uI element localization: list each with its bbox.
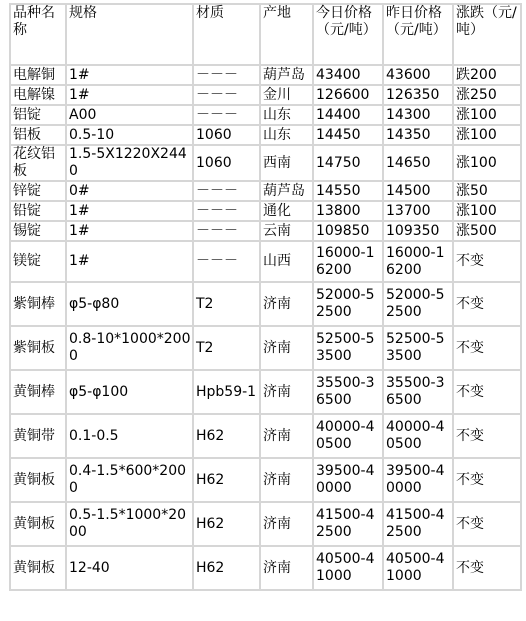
- cell-yesterday-price: 41500-42500: [383, 502, 453, 546]
- cell-yesterday-price: 14500: [383, 181, 453, 201]
- cell-product: 黄铜板: [10, 458, 66, 502]
- cell-yesterday-price: 109350: [383, 221, 453, 241]
- cell-today-price: 52000-52500: [313, 282, 383, 326]
- cell-product: 铅锭: [10, 201, 66, 221]
- cell-yesterday-price: 39500-40000: [383, 458, 453, 502]
- cell-product: 黄铜板: [10, 502, 66, 546]
- table-row: [10, 85, 521, 105]
- cell-yesterday-price: 126350: [383, 85, 453, 105]
- cell-spec: 0.5-1.5*1000*2000: [66, 502, 193, 546]
- metal-price-table: [9, 3, 522, 591]
- cell-product: 铝板: [10, 125, 66, 145]
- cell-yesterday-price: 40500-41000: [383, 546, 453, 590]
- price-table-wrapper: [9, 3, 522, 591]
- cell-today-price: 14550: [313, 181, 383, 201]
- cell-today-price: 35500-36500: [313, 370, 383, 414]
- cell-material: H62: [193, 546, 260, 590]
- cell-yesterday-price: 14350: [383, 125, 453, 145]
- cell-product: 电解镍: [10, 85, 66, 105]
- cell-change: 不变: [453, 414, 521, 458]
- cell-origin: 济南: [260, 502, 313, 546]
- cell-material: T2: [193, 282, 260, 326]
- cell-today-price: 52500-53500: [313, 326, 383, 370]
- cell-origin: 山东: [260, 125, 313, 145]
- cell-spec: φ5-φ80: [66, 282, 193, 326]
- table-row: [10, 326, 521, 370]
- header-change: 涨跌（元/吨）: [453, 4, 521, 65]
- cell-yesterday-price: 14300: [383, 105, 453, 125]
- cell-origin: 金川: [260, 85, 313, 105]
- cell-material: －－－: [193, 105, 260, 125]
- cell-material: H62: [193, 458, 260, 502]
- cell-today-price: 14450: [313, 125, 383, 145]
- cell-change: 不变: [453, 458, 521, 502]
- cell-product: 镁锭: [10, 241, 66, 282]
- table-row: [10, 414, 521, 458]
- cell-spec: 1.5-5X1220X2440: [66, 145, 193, 181]
- cell-spec: 0.4-1.5*600*2000: [66, 458, 193, 502]
- cell-spec: φ5-φ100: [66, 370, 193, 414]
- cell-origin: 葫芦岛: [260, 181, 313, 201]
- cell-today-price: 16000-16200: [313, 241, 383, 282]
- cell-product: 电解铜: [10, 65, 66, 85]
- cell-origin: 济南: [260, 414, 313, 458]
- cell-material: Hpb59-1: [193, 370, 260, 414]
- cell-today-price: 43400: [313, 65, 383, 85]
- table-header-row: [10, 4, 521, 65]
- cell-today-price: 13800: [313, 201, 383, 221]
- cell-product: 锡锭: [10, 221, 66, 241]
- cell-product: 紫铜棒: [10, 282, 66, 326]
- cell-material: －－－: [193, 85, 260, 105]
- cell-yesterday-price: 52500-53500: [383, 326, 453, 370]
- header-origin: 产地: [260, 4, 313, 65]
- cell-spec: 1#: [66, 65, 193, 85]
- cell-today-price: 41500-42500: [313, 502, 383, 546]
- cell-yesterday-price: 40000-40500: [383, 414, 453, 458]
- cell-product: 紫铜板: [10, 326, 66, 370]
- header-spec: 规格: [66, 4, 193, 65]
- cell-material: －－－: [193, 181, 260, 201]
- cell-today-price: 109850: [313, 221, 383, 241]
- cell-change: 跌200: [453, 65, 521, 85]
- table-row: [10, 241, 521, 282]
- cell-material: H62: [193, 502, 260, 546]
- cell-material: T2: [193, 326, 260, 370]
- table-row: [10, 282, 521, 326]
- cell-change: 涨100: [453, 105, 521, 125]
- cell-product: 锌锭: [10, 181, 66, 201]
- cell-origin: 山东: [260, 105, 313, 125]
- cell-origin: 山西: [260, 241, 313, 282]
- table-row: [10, 125, 521, 145]
- cell-product: 铝锭: [10, 105, 66, 125]
- cell-change: 涨100: [453, 201, 521, 221]
- table-row: [10, 105, 521, 125]
- cell-today-price: 40500-41000: [313, 546, 383, 590]
- cell-spec: 0.8-10*1000*2000: [66, 326, 193, 370]
- cell-origin: 西南: [260, 145, 313, 181]
- cell-yesterday-price: 35500-36500: [383, 370, 453, 414]
- cell-material: H62: [193, 414, 260, 458]
- cell-spec: 0.1-0.5: [66, 414, 193, 458]
- table-row: [10, 201, 521, 221]
- cell-spec: A00: [66, 105, 193, 125]
- cell-today-price: 14400: [313, 105, 383, 125]
- cell-material: 1060: [193, 125, 260, 145]
- cell-origin: 济南: [260, 546, 313, 590]
- cell-change: 涨100: [453, 125, 521, 145]
- header-material: 材质: [193, 4, 260, 65]
- table-row: [10, 181, 521, 201]
- cell-origin: 云南: [260, 221, 313, 241]
- cell-change: 涨50: [453, 181, 521, 201]
- cell-yesterday-price: 43600: [383, 65, 453, 85]
- header-yesterday-price: 昨日价格（元/吨）: [383, 4, 453, 65]
- cell-yesterday-price: 13700: [383, 201, 453, 221]
- header-product-name: 品种名称: [10, 4, 66, 65]
- cell-spec: 1#: [66, 241, 193, 282]
- cell-material: －－－: [193, 65, 260, 85]
- cell-change: 不变: [453, 326, 521, 370]
- cell-origin: 葫芦岛: [260, 65, 313, 85]
- cell-change: 不变: [453, 241, 521, 282]
- cell-material: －－－: [193, 241, 260, 282]
- cell-today-price: 14750: [313, 145, 383, 181]
- cell-origin: 济南: [260, 370, 313, 414]
- table-row: [10, 145, 521, 181]
- header-today-price: 今日价格（元/吨）: [313, 4, 383, 65]
- table-row: [10, 370, 521, 414]
- cell-spec: 1#: [66, 221, 193, 241]
- cell-product: 黄铜带: [10, 414, 66, 458]
- table-row: [10, 458, 521, 502]
- cell-change: 不变: [453, 502, 521, 546]
- table-row: [10, 221, 521, 241]
- cell-origin: 济南: [260, 326, 313, 370]
- cell-change: 涨250: [453, 85, 521, 105]
- cell-product: 黄铜板: [10, 546, 66, 590]
- cell-change: 不变: [453, 546, 521, 590]
- cell-change: 涨100: [453, 145, 521, 181]
- table-row: [10, 502, 521, 546]
- cell-today-price: 126600: [313, 85, 383, 105]
- cell-change: 不变: [453, 370, 521, 414]
- cell-yesterday-price: 52000-52500: [383, 282, 453, 326]
- cell-material: 1060: [193, 145, 260, 181]
- cell-origin: 济南: [260, 458, 313, 502]
- cell-material: －－－: [193, 221, 260, 241]
- cell-product: 花纹铝板: [10, 145, 66, 181]
- cell-origin: 通化: [260, 201, 313, 221]
- table-row: [10, 546, 521, 590]
- cell-spec: 1#: [66, 85, 193, 105]
- cell-product: 黄铜棒: [10, 370, 66, 414]
- cell-spec: 0#: [66, 181, 193, 201]
- cell-origin: 济南: [260, 282, 313, 326]
- cell-today-price: 39500-40000: [313, 458, 383, 502]
- cell-spec: 0.5-10: [66, 125, 193, 145]
- table-row: [10, 65, 521, 85]
- cell-yesterday-price: 14650: [383, 145, 453, 181]
- cell-spec: 1#: [66, 201, 193, 221]
- cell-yesterday-price: 16000-16200: [383, 241, 453, 282]
- cell-spec: 12-40: [66, 546, 193, 590]
- cell-change: 涨500: [453, 221, 521, 241]
- cell-today-price: 40000-40500: [313, 414, 383, 458]
- cell-change: 不变: [453, 282, 521, 326]
- cell-material: －－－: [193, 201, 260, 221]
